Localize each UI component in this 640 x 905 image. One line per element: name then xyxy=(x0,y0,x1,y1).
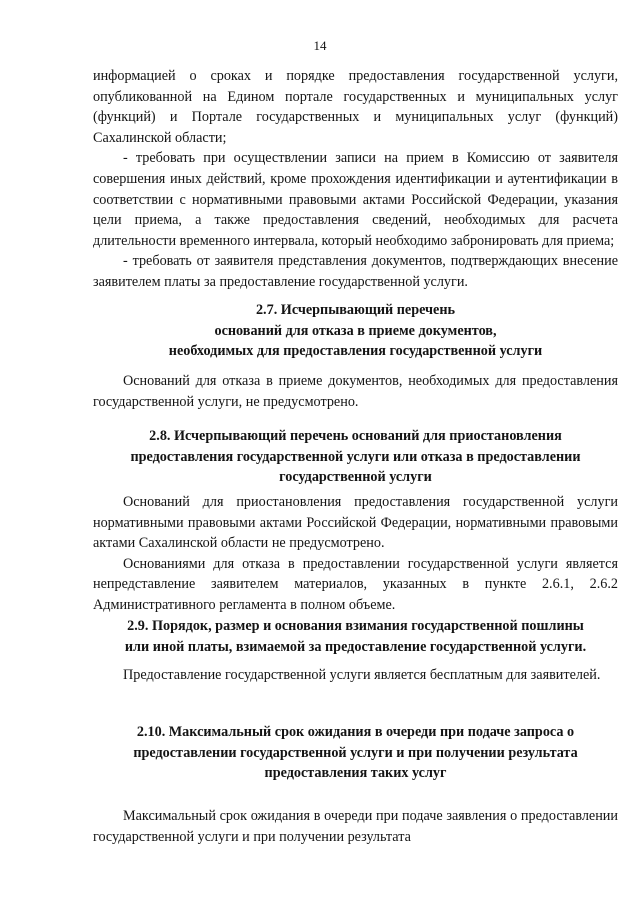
section-2-9 xyxy=(93,616,618,657)
section-2-7-paragraph-1: Оснований для отказа в приеме документов, необходимых для предоставления государственной услуги, не предусмотрено. xyxy=(93,373,618,410)
heading-line: 2.9. Порядок, размер и основания взимания государственной пошлины xyxy=(127,618,584,634)
section-2-10-paragraph-1: Максимальный срок ожидания в очереди при подаче заявления о предоставлении государственной услуги и при получении результата xyxy=(93,808,618,845)
section-2-8-heading xyxy=(93,426,618,488)
intro-paragraph-1: информацией о сроках и порядке предоставления государственной услуги, опубликованной на Едином портале государственных и муниципальных услуг (функций) и Портале государственных и муниципальных услуг (функций) Сахалинской области; xyxy=(93,68,618,146)
intro-paragraph-3: - требовать от заявителя представления документов, подтверждающих внесение заявителем платы за предоставление государственной услуги. xyxy=(93,253,618,290)
heading-line: предоставления таких услуг xyxy=(264,765,447,782)
section-2-10 xyxy=(93,722,618,784)
section-2-8-paragraph-1: Оснований для приостановления предоставления государственной услуги нормативными правовыми актами Российской Федерации, нормативными правовыми актами Сахалинской области не предусмотрено. xyxy=(93,494,618,552)
intro-section xyxy=(93,66,618,293)
section-2-7-heading xyxy=(93,300,618,362)
heading-line: 2.8. Исчерпывающий перечень оснований для приостановления xyxy=(149,428,562,444)
intro-paragraph-2: - требовать при осуществлении записи на прием в Комиссию от заявителя совершения иных действий, кроме прохождения идентификации и аутентификации в соответствии с нормативными правовыми актами Российской Федерации, указания цели приема, а также предоставления сведений, необходимых для расчета длительности временного интервала, который необходимо забронировать для приема; xyxy=(93,150,618,249)
section-2-7-body xyxy=(93,371,618,412)
section-2-9-paragraph-1: Предоставление государственной услуги является бесплатным для заявителей. xyxy=(123,667,601,683)
heading-line: предоставлении государственной услуги и при получении результата xyxy=(133,744,578,761)
section-2-9-body xyxy=(93,665,618,686)
section-2-8-body xyxy=(93,492,618,616)
heading-line: или иной платы, взимаемой за предоставление государственной услуги. xyxy=(124,638,587,655)
heading-line: необходимых для предоставления государственной услуги xyxy=(168,343,543,360)
heading-line: предоставления государственной услуги или отказа в предоставлении xyxy=(130,448,581,465)
section-2-9-heading xyxy=(93,616,618,657)
heading-line: 2.7. Исчерпывающий перечень xyxy=(255,302,456,318)
page-number: 14 xyxy=(313,38,327,53)
section-2-7 xyxy=(93,300,618,362)
heading-line: государственной услуги xyxy=(279,469,432,486)
section-2-8-paragraph-2: Основаниями для отказа в предоставлении государственной услуги является непредставление заявителем материалов, указанных в пункте 2.6.1, 2.6.2 Административного регламента в полном объеме. xyxy=(93,555,618,613)
section-2-10-body xyxy=(93,806,618,847)
section-2-10-heading xyxy=(93,722,618,784)
heading-line: оснований для отказа в приеме документов, xyxy=(214,322,497,339)
section-2-8 xyxy=(93,426,618,488)
heading-line: 2.10. Максимальный срок ожидания в очереди при подаче запроса о xyxy=(136,724,575,740)
